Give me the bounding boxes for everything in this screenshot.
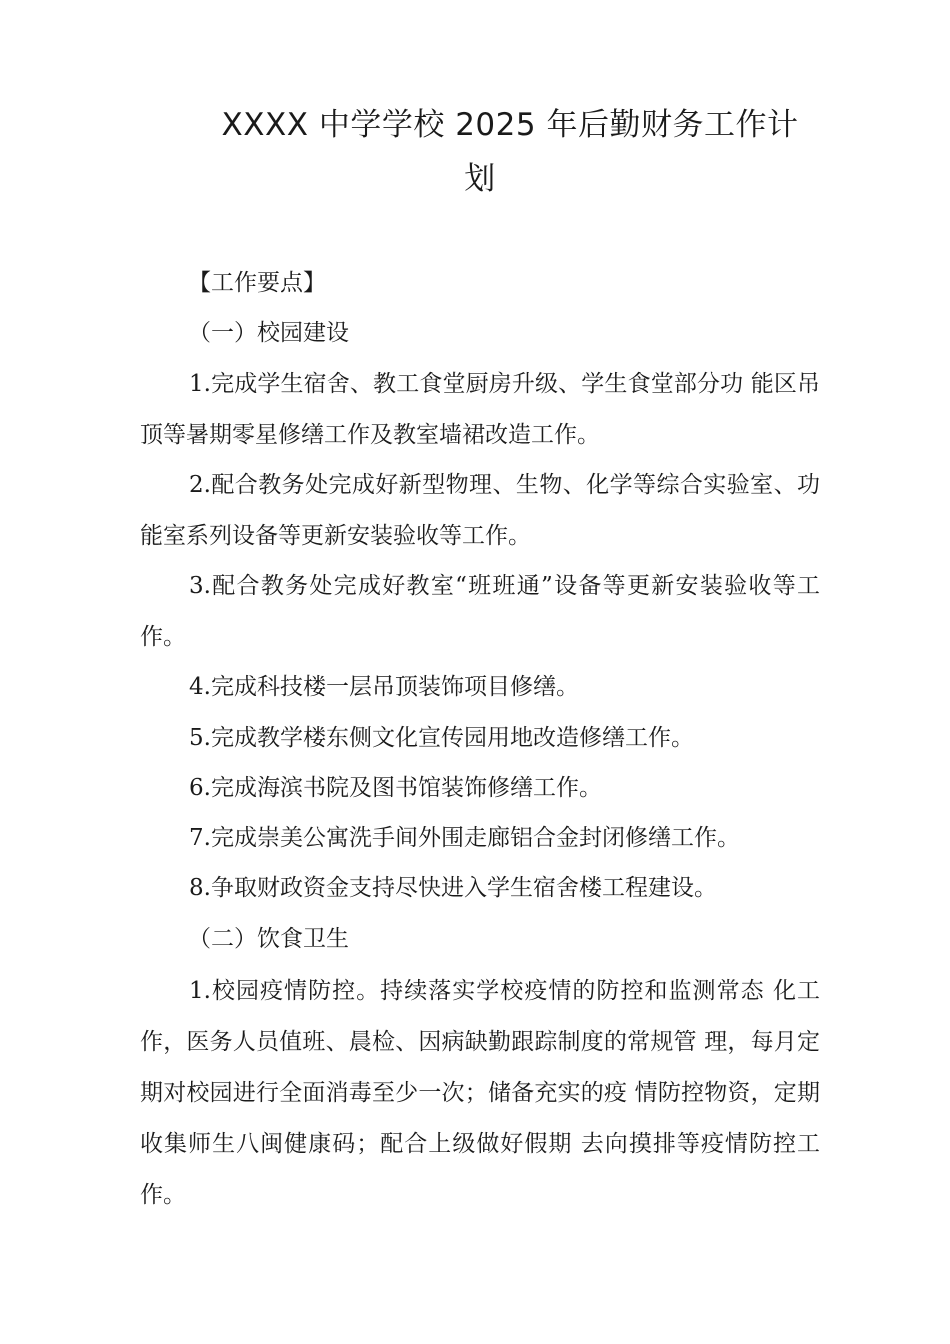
document-title-line-1: XXXX 中学学校 2025 年后勤财务工作计 — [221, 107, 799, 143]
section-2-item-1: 1.校园疫情防控。持续落实学校疫情的防控和监测常态 化工作，医务人员值班、晨检、因病缺勤跟踪制度的常规管 理，每月定期对校园进行全面消毒至少一次；储备充实的疫 情防控物资，定期收集师生八闽健康码；配合上级做好假期 去向摸排等疫情防控工作。 — [140, 978, 820, 1208]
section-1-item-6: 6.完成海滨书院及图书馆装饰修缮工作。 — [189, 775, 602, 801]
section-1-item-5: 5.完成教学楼东侧文化宣传园用地改造修缮工作。 — [189, 725, 694, 751]
section-1-item-8: 8.争取财政资金支持尽快进入学生宿舍楼工程建设。 — [189, 875, 717, 901]
section-2-heading: （二）饮食卫生 — [188, 926, 349, 952]
section-1-heading: （一）校园建设 — [188, 320, 349, 346]
section-1-item-1: 1.完成学生宿舍、教工食堂厨房升级、学生食堂部分功 能区吊顶等暑期零星修缮工作及教室墙裙改造工作。 — [140, 371, 820, 448]
section-1-item-3: 3.配合教务处完成好教室“班班通”设备等更新安装验收等工作。 — [140, 573, 820, 650]
section-1-item-4: 4.完成科技楼一层吊顶装饰项目修缮。 — [189, 674, 579, 700]
section-1-item-2: 2.配合教务处完成好新型物理、生物、化学等综合实验室、功能室系列设备等更新安装验收等工作。 — [140, 472, 820, 549]
section-1-item-7: 7.完成崇美公寓洗手间外围走廊铝合金封闭修缮工作。 — [189, 825, 740, 851]
key-points-heading: 【工作要点】 — [188, 270, 326, 296]
document-title-line-2: 划 — [464, 161, 496, 197]
